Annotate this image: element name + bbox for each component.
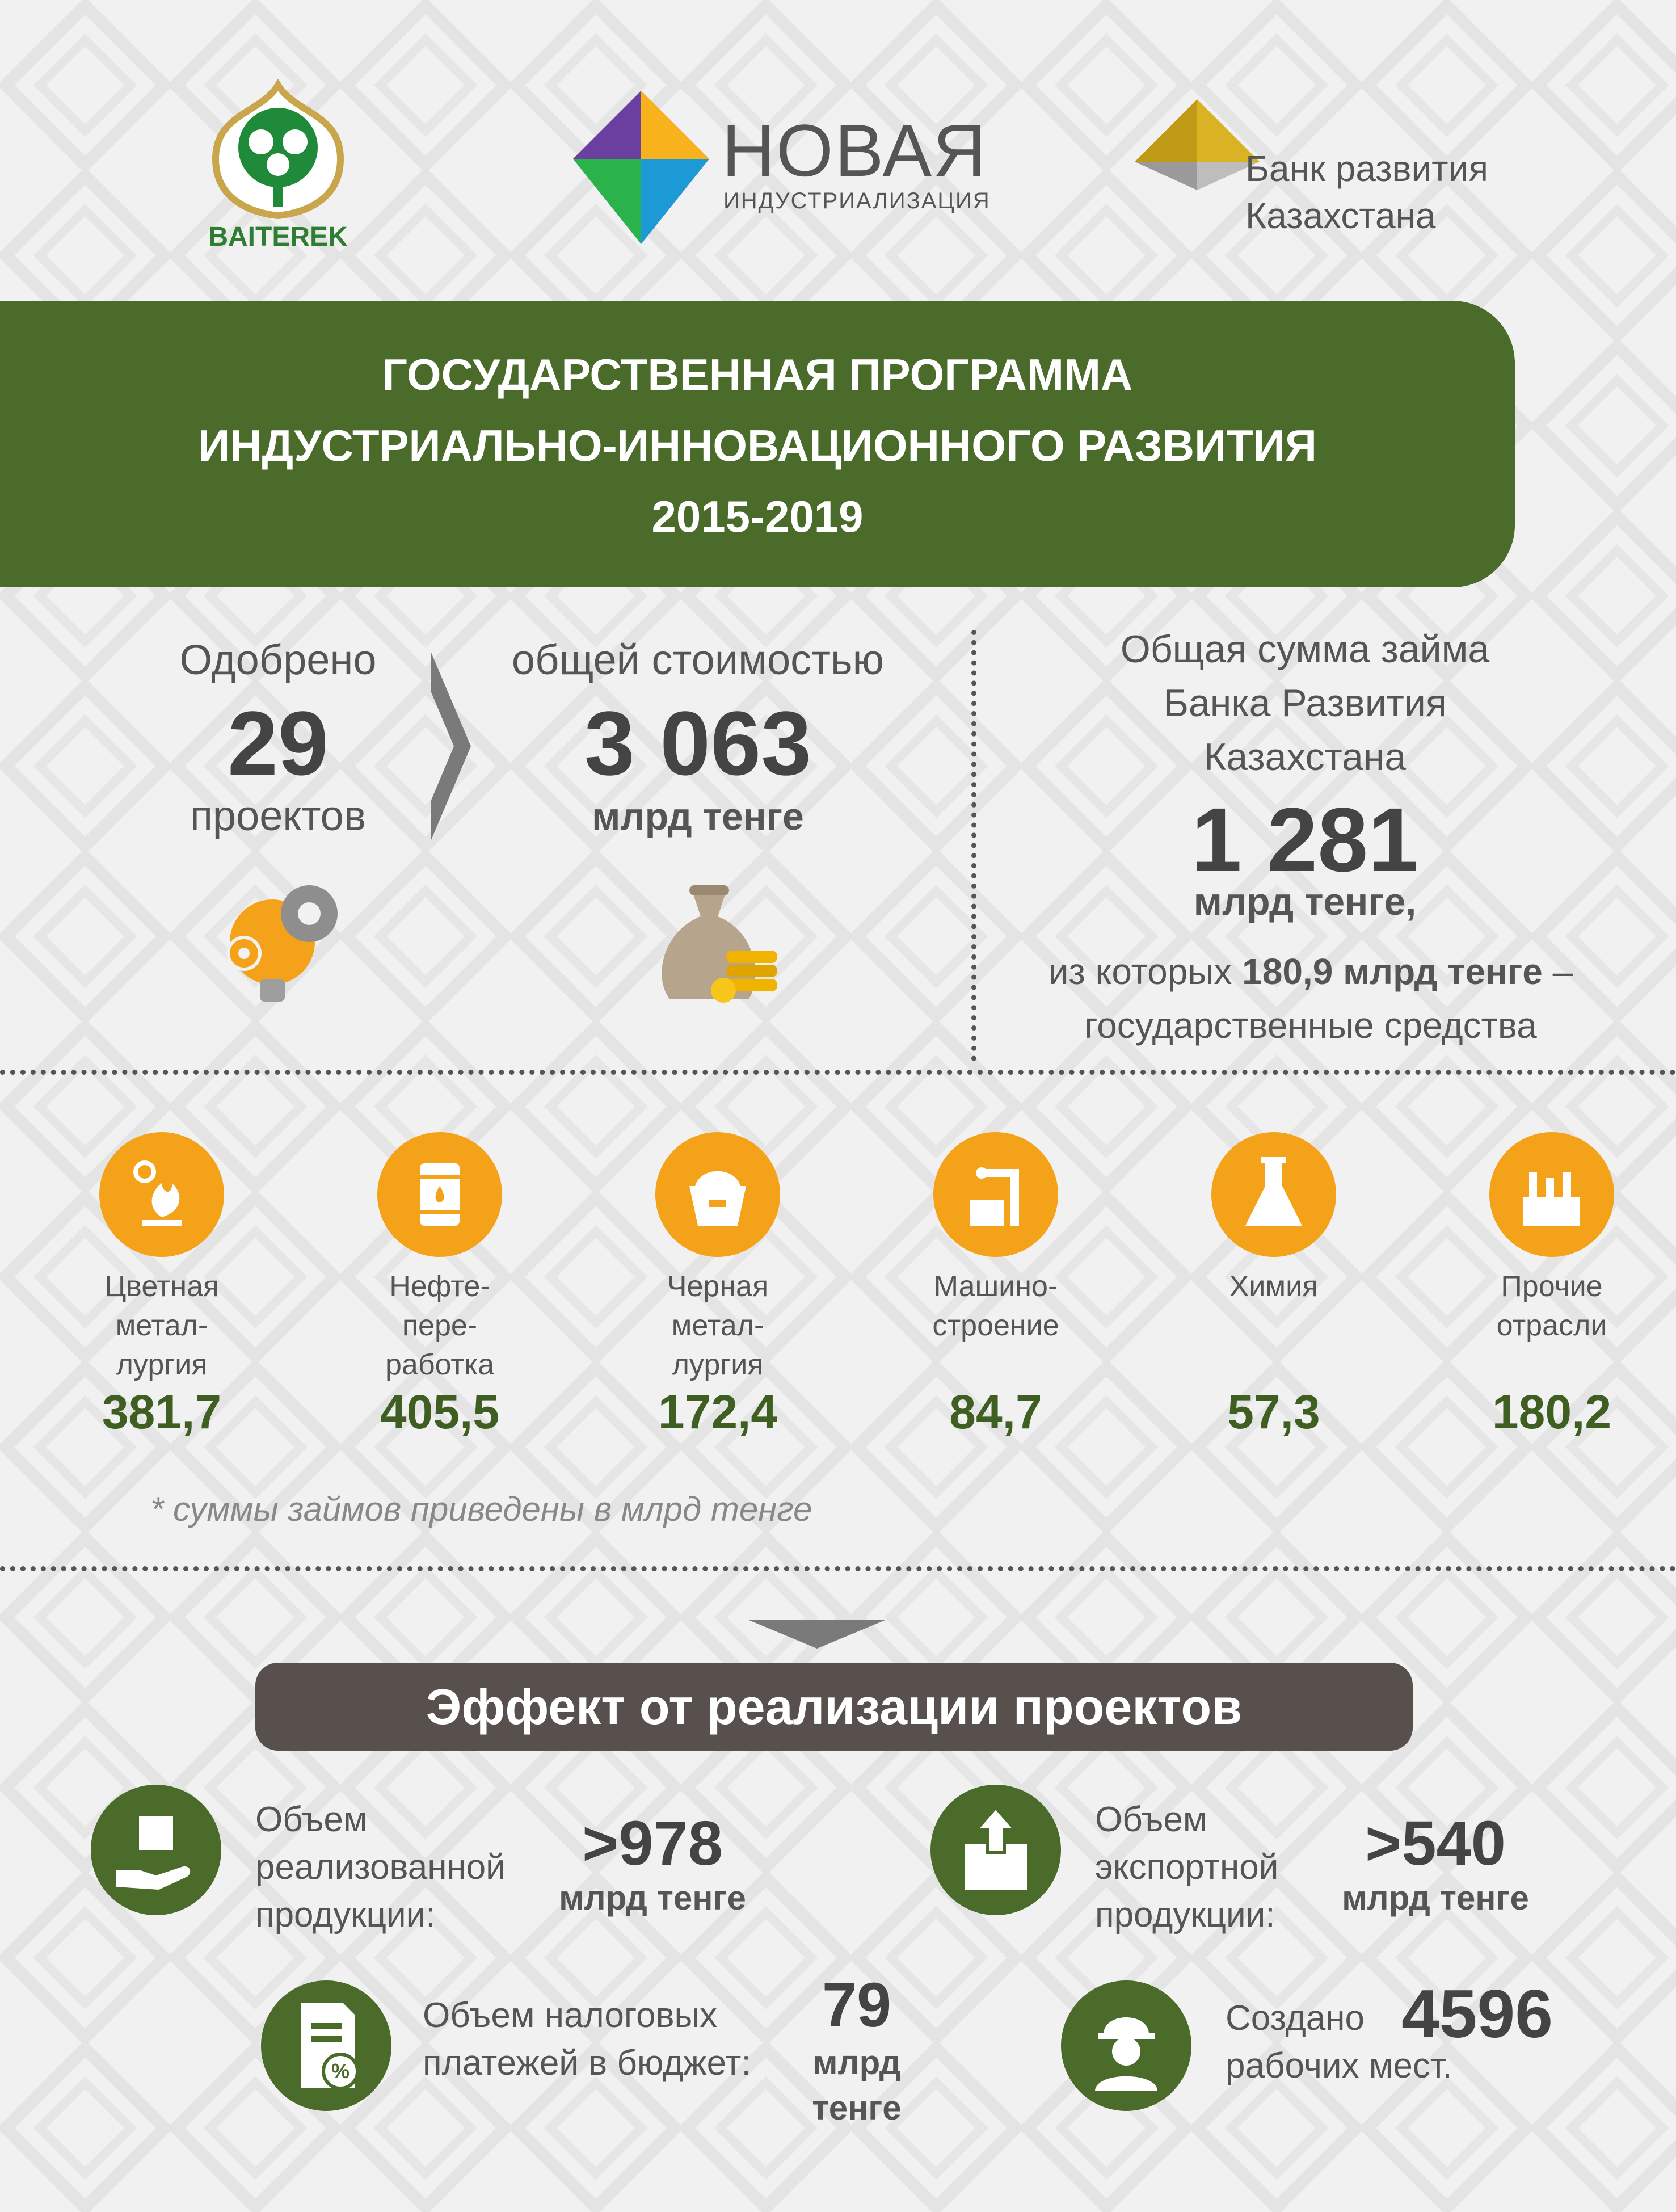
loan-line2: Банка Развития	[1163, 682, 1447, 725]
factory-icon	[1489, 1132, 1614, 1257]
tax-value: 79	[822, 1970, 892, 2040]
export-unit: млрд тенге	[1342, 1879, 1529, 1917]
cost-unit: млрд тенге	[592, 795, 804, 838]
money-bag-icon	[641, 868, 789, 1010]
bank-razvitiya-logo	[1135, 99, 1532, 241]
tax-document-icon	[261, 1980, 391, 2111]
program-banner	[0, 301, 1515, 587]
tax-label-2: платежей в бюджет:	[423, 2043, 751, 2083]
metallurgy-fire-icon	[99, 1132, 224, 1257]
approved-unit: проектов	[190, 792, 367, 839]
industry-value: 180,2	[1492, 1385, 1612, 1439]
banner-line3: 2015-2019	[651, 491, 864, 541]
products-label	[255, 1796, 506, 1939]
industry-name-line: Черная	[667, 1270, 769, 1303]
loan-note-bold: 180,9 млрд тенге	[1242, 951, 1543, 992]
approved-value: 29	[228, 692, 329, 794]
export-label-1: Объем	[1095, 1800, 1207, 1839]
hand-box-icon	[91, 1785, 221, 1915]
loan-note-line2: государственные средства	[1084, 1005, 1537, 1046]
industry-name-line: метал-	[671, 1309, 764, 1342]
chevron-down-icon	[749, 1620, 885, 1649]
loan-line3: Казахстана	[1203, 735, 1407, 779]
baiterek-tree-icon	[204, 79, 352, 221]
export-label-3: продукции:	[1095, 1895, 1275, 1935]
cost-value: 3 063	[584, 692, 812, 794]
baiterek-logo-text: BAITEREK	[208, 222, 348, 252]
industry-name-line: Машино-	[933, 1270, 1058, 1303]
gears-bulb-icon	[221, 880, 352, 1010]
svg-text:%: %	[331, 2059, 350, 2083]
novaya-industrializatsiya-logo	[573, 91, 991, 244]
products-label-3: продукции:	[255, 1895, 436, 1935]
bank-name-line2: Казахстана	[1245, 195, 1436, 236]
industry-name-line: работка	[385, 1348, 495, 1381]
bank-pyramid-icon	[1135, 99, 1260, 190]
products-value: >978	[582, 1809, 723, 1878]
tax-label	[423, 1992, 751, 2087]
flask-icon	[1211, 1132, 1336, 1257]
products-label-2: реализованной	[255, 1848, 506, 1887]
industry-name-line: отрасли	[1496, 1309, 1607, 1342]
bank-name-line1: Банк развития	[1245, 148, 1488, 189]
jobs-label-1: Создано	[1226, 1999, 1365, 2038]
industry-name-line: лургия	[672, 1348, 764, 1381]
industry-value: 57,3	[1227, 1385, 1320, 1439]
novaya-title: НОВАЯ	[722, 109, 987, 192]
industry-name-line: Цветная	[104, 1270, 220, 1303]
effect-title: Эффект от реализации проектов	[255, 1663, 1413, 1751]
baiterek-logo	[204, 79, 352, 261]
ore-bucket-icon	[655, 1132, 780, 1257]
vertical-dotted-divider	[971, 630, 976, 1061]
industry-name-line: Химия	[1229, 1270, 1319, 1303]
cost-label: общей стоимостью	[511, 636, 885, 683]
jobs-label-2: рабочих мест.	[1226, 2046, 1452, 2085]
products-label-1: Объем	[255, 1800, 368, 1839]
industry-name-line: Прочие	[1501, 1270, 1603, 1303]
industry-name-line: лургия	[116, 1348, 208, 1381]
loan-line1: Общая сумма займа	[1120, 628, 1490, 671]
banner-line2: ИНДУСТРИАЛЬНО-ИННОВАЦИОННОГО РАЗВИТИЯ	[198, 420, 1317, 470]
robot-arm-icon	[933, 1132, 1058, 1257]
tax-label-1: Объем налоговых	[423, 1996, 718, 2035]
loan-value: 1 281	[1191, 789, 1419, 890]
industry-name-line: метал-	[115, 1309, 208, 1342]
industry-name-line: строение	[932, 1309, 1059, 1342]
industry-value: 381,7	[102, 1385, 222, 1439]
horizontal-dotted-divider-top	[0, 1070, 1676, 1075]
loan-note-prefix: из которых	[1048, 951, 1232, 992]
export-label	[1095, 1796, 1278, 1939]
export-box-icon	[930, 1785, 1061, 1915]
footnote: * суммы займов приведены в млрд тенге	[150, 1490, 812, 1528]
horizontal-dotted-divider-bottom	[0, 1566, 1676, 1571]
novaya-subtitle: ИНДУСТРИАЛИЗАЦИЯ	[723, 188, 991, 213]
industry-value: 405,5	[380, 1385, 500, 1439]
approved-label: Одобрено	[179, 636, 377, 683]
oil-barrel-icon	[377, 1132, 502, 1257]
industry-name-line: Нефте-	[389, 1270, 490, 1303]
products-unit: млрд тенге	[559, 1879, 746, 1917]
industry-value: 172,4	[658, 1385, 778, 1439]
jobs-value: 4596	[1401, 1976, 1553, 2052]
tax-unit-2: тенге	[812, 2089, 902, 2127]
loan-unit: млрд тенге,	[1193, 880, 1417, 923]
chevron-right-icon	[431, 653, 471, 840]
crystal-icon	[573, 91, 709, 244]
worker-icon	[1061, 1980, 1191, 2111]
export-label-2: экспортной	[1095, 1848, 1279, 1887]
loan-note	[965, 951, 1657, 993]
export-value: >540	[1365, 1809, 1506, 1878]
industry-value: 84,7	[949, 1385, 1042, 1439]
tax-unit-1: млрд	[812, 2043, 901, 2081]
banner-line1: ГОСУДАРСТВЕННАЯ ПРОГРАММА	[382, 350, 1133, 399]
industry-name-line: пере-	[402, 1309, 478, 1342]
loan-note-suffix: –	[1552, 951, 1573, 992]
